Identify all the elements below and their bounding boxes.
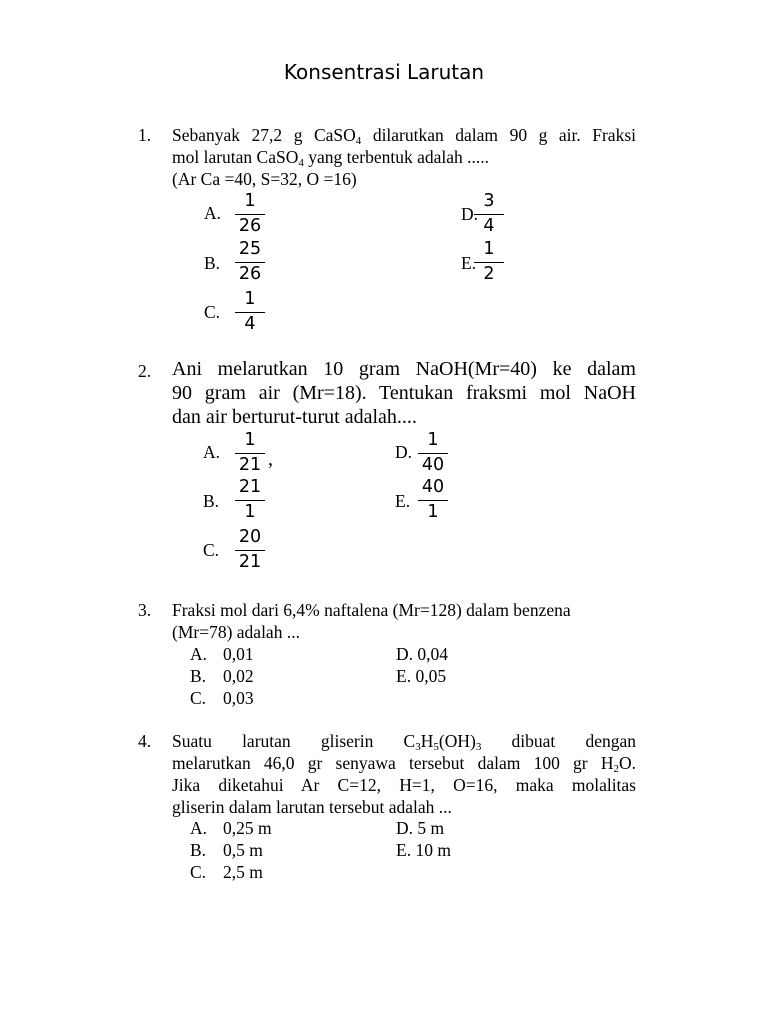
fraction: 1 26 (235, 193, 265, 238)
option-item: E. 0,05 (396, 666, 447, 686)
separator-comma: , (268, 448, 273, 470)
question-text-line: Fraksi mol dari 6,4% naftalena (Mr=128) dalam benzena (172, 600, 571, 620)
fraction: 1 2 (474, 241, 504, 286)
option-item: D. 0,04 (396, 644, 449, 664)
option-label: B. (190, 666, 207, 686)
question-text-line: Sebanyak 27,2 g CaSO$_4$ dilarutkan dalam 90 g air. Fraksi (172, 125, 636, 147)
option-label: C. (190, 688, 207, 708)
question-text-line: Jika diketahui Ar C=12, H=1, O=16, maka molalitas (172, 775, 636, 795)
option-label: E. (461, 253, 477, 273)
option-label: B. (190, 840, 207, 860)
question-text-line: gliserin dalam larutan tersebut adalah ... (172, 797, 452, 817)
option-value: 0,02 (223, 666, 254, 686)
question-text-line: Suatu larutan gliserin $C_3H_5(OH)_3$ dibuat dengan (172, 731, 636, 753)
question-text-line: mol larutan CaSO$_4$ yang terbentuk adalah ..... (172, 147, 490, 169)
option-value: 2,5 m (223, 862, 263, 882)
option-item: D. 5 m (396, 818, 445, 838)
option-label: C. (203, 540, 220, 560)
option-label: D. (461, 204, 479, 224)
fraction: 40 1 (418, 479, 448, 524)
question-text-line: melarutkan 46,0 gr senyawa tersebut dalam 100 gr $H_2O$. (172, 753, 636, 775)
question-number: 2. (138, 361, 152, 381)
option-label: C. (204, 302, 221, 322)
option-label: E. (395, 491, 411, 511)
option-value: 0,03 (223, 688, 254, 708)
fraction: 25 26 (235, 241, 265, 286)
option-label: B. (203, 491, 220, 511)
option-label: A. (190, 644, 208, 664)
option-value: 0,5 m (223, 840, 263, 860)
question-text-line: (Mr=78) adalah ... (172, 622, 300, 642)
question-number: 1. (138, 125, 152, 145)
fraction: 1 4 (235, 291, 265, 336)
option-label: A. (203, 442, 221, 462)
question-text-line: dan air berturut-turut adalah.... (172, 406, 417, 428)
question-text-line: (Ar Ca =40, S=32, O =16) (172, 169, 357, 189)
question-text-line: Ani melarutkan 10 gram NaOH(Mr=40) ke dalam (172, 358, 636, 380)
option-label: A. (190, 818, 208, 838)
page-title: Konsentrasi Larutan (283, 60, 485, 84)
fraction: 20 21 (235, 529, 265, 574)
question-number: 4. (138, 731, 152, 751)
question-number: 3. (138, 600, 152, 620)
option-label: D. (395, 442, 413, 462)
option-value: 0,01 (223, 644, 254, 664)
fraction: 1 21 (235, 432, 265, 477)
option-item: E. 10 m (396, 840, 451, 860)
option-label: A. (204, 203, 222, 223)
option-label: C. (190, 862, 207, 882)
option-value: 0,25 m (223, 818, 272, 838)
option-label: B. (204, 253, 221, 273)
fraction: 21 1 (235, 479, 265, 524)
fraction: 3 4 (474, 193, 504, 238)
fraction: 1 40 (418, 432, 448, 477)
question-text-line: 90 gram air (Mr=18). Tentukan fraksmi mol NaOH (172, 382, 636, 404)
